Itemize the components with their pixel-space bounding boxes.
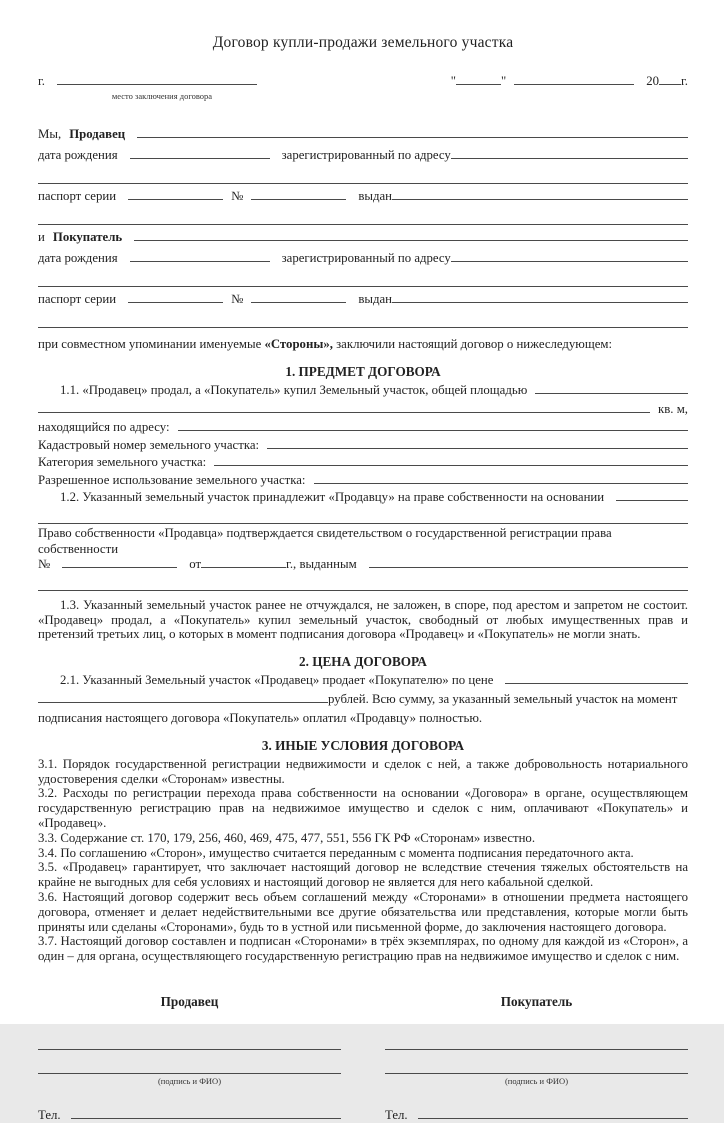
registered-label: зарегистрированный по адресу bbox=[281, 148, 451, 162]
section2-heading: 2. ЦЕНА ДОГОВОРА bbox=[299, 653, 427, 669]
certificate-cont-line bbox=[38, 576, 688, 591]
passport-no-label: № bbox=[231, 189, 244, 203]
price-blank-line bbox=[505, 680, 688, 684]
buyer-passport-row bbox=[38, 292, 688, 313]
day-quote-close: " bbox=[500, 74, 507, 88]
area-blank-line bbox=[535, 390, 688, 394]
seller-signature-caption: (подпись и ФИО) bbox=[157, 1075, 222, 1086]
buyer-dob-line bbox=[130, 258, 270, 262]
dob-label: дата рождения bbox=[38, 251, 118, 265]
clause-2-1-row bbox=[38, 673, 688, 692]
clause-3-5-text: 3.5. «Продавец» гарантирует, что заключает настоящий договор не вследствие стечения тяжелых обстоятельств на крайне не выгодных для себя условиях и настоящий договор не является для него кабальной сделкой. bbox=[38, 860, 688, 890]
cadastral-label: Кадастровый номер земельного участка: bbox=[38, 437, 260, 452]
area-unit-row bbox=[38, 402, 688, 420]
seller-signature-line-1 bbox=[38, 1010, 341, 1050]
registered-label: зарегистрированный по адресу bbox=[281, 251, 451, 265]
permitted-use-row bbox=[38, 473, 688, 491]
buyer-passport-no-line bbox=[251, 299, 346, 303]
seller-address-cont-line bbox=[38, 169, 688, 184]
seller-passport-row bbox=[38, 189, 688, 210]
joint-clause bbox=[38, 337, 688, 352]
seller-tel-row bbox=[38, 1108, 341, 1123]
price-words-row bbox=[38, 692, 688, 711]
buyer-name-row bbox=[38, 230, 688, 251]
buyer-signature-line-2 bbox=[385, 1050, 688, 1074]
section1-heading: 1. ПРЕДМЕТ ДОГОВОРА bbox=[285, 364, 441, 379]
clause-3-2-text: 3.2. Расходы по регистрации перехода права собственности на основании «Договора» в органе, осуществляющем государственную регистрацию прав на недвижимое имущество и сделок с ним, оплачивают «Покупатель» и «Продавец». bbox=[38, 786, 688, 830]
passport-series-label: паспорт серии bbox=[38, 292, 117, 306]
joint-clause-parties: «Стороны», bbox=[264, 337, 333, 351]
seller-intro: Мы, bbox=[38, 127, 62, 141]
tel-label: Тел. bbox=[38, 1107, 61, 1122]
year-blank-line bbox=[659, 81, 681, 85]
issued-label: выдан bbox=[358, 189, 392, 203]
certificate-no-line bbox=[62, 564, 177, 568]
seller-passport-series-line bbox=[128, 196, 223, 200]
seller-issued-line bbox=[392, 196, 688, 200]
seller-dob-row bbox=[38, 148, 688, 169]
joint-clause-post: заключили настоящий договор о нижеследующем: bbox=[332, 337, 613, 351]
buyer-label: Покупатель bbox=[52, 230, 123, 244]
clause-1-3-text: 1.3. Указанный земельный участок ранее не отчуждался, не заложен, в споре, под арестом и запретом не состоит. «Продавец» продал, а «Покупатель» купил земельный участок, свободный от любых имущественных прав и претензий третьих лиц, о которых в момент подписания договора «Продавец» и «Покупатель» не могли знать. bbox=[38, 598, 688, 642]
place-blank-line bbox=[57, 81, 257, 85]
certificate-from-label: от bbox=[189, 557, 202, 571]
ownership-text: Право собственности «Продавца» подтверждается свидетельством о государственной регистрации права собственности bbox=[38, 526, 612, 556]
clause-3-4-text: 3.4. По соглашению «Сторон», имущество считается переданным с момента подписания передаточного акта. bbox=[38, 845, 634, 860]
day-quote-open: " bbox=[450, 74, 456, 88]
permitted-use-blank-line bbox=[314, 480, 689, 484]
clause-1-2-row bbox=[38, 490, 688, 509]
clause-1-1-text: 1.1. «Продавец» продал, а «Покупатель» купил Земельный участок, общей площадью bbox=[60, 383, 528, 397]
seller-signature-column bbox=[38, 994, 341, 1123]
category-row bbox=[38, 455, 688, 473]
document-title: Договор купли-продажи земельного участка bbox=[212, 34, 514, 51]
basis-blank-line bbox=[616, 497, 688, 501]
section2 bbox=[38, 673, 688, 726]
clause-2-1-text: 2.1. Указанный Земельный участок «Продавец» продает «Покупателю» по цене bbox=[60, 672, 494, 687]
buyer-dob-row bbox=[38, 251, 688, 272]
city-label: г. bbox=[38, 74, 46, 88]
dateline bbox=[38, 74, 688, 89]
cadastral-blank-line bbox=[267, 445, 688, 449]
clause-3-3-text: 3.3. Содержание ст. 170, 179, 256, 460, 469, 475, 477, 551, 556 ГК РФ «Сторонам» известно. bbox=[38, 830, 536, 845]
seller-tel-line bbox=[71, 1115, 341, 1119]
address-label: находящийся по адресу: bbox=[38, 420, 170, 434]
section3-heading: 3. ИНЫЕ УСЛОВИЯ ДОГОВОРА bbox=[261, 737, 465, 753]
buyer-signature-line-1 bbox=[385, 1010, 688, 1050]
certificate-issuer-line bbox=[369, 564, 688, 568]
area-unit-label: кв. м, bbox=[658, 402, 688, 416]
category-label: Категория земельного участка: bbox=[38, 455, 207, 469]
buyer-signature-caption: (подпись и ФИО) bbox=[504, 1075, 569, 1086]
buyer-address-line bbox=[451, 258, 688, 262]
day-blank-line bbox=[456, 81, 501, 85]
section3 bbox=[38, 757, 688, 964]
basis-cont-line bbox=[38, 509, 688, 524]
seller-block bbox=[38, 127, 688, 225]
buyer-signature-column bbox=[385, 994, 688, 1123]
buyer-tel-line bbox=[418, 1115, 688, 1119]
buyer-address-cont-line bbox=[38, 272, 688, 287]
clause-3-1-text: 3.1. Порядок государственной регистрации недвижимости и сделок с ней, а также добровольность нотариального удостоверения сделки «Сторонам» известны. bbox=[38, 756, 688, 786]
seller-signature-title: Продавец bbox=[160, 993, 219, 1009]
certificate-no-label: № bbox=[38, 557, 51, 571]
clause-2-1-cont-text: рублей. Всю сумму, за указанный земельный участок на момент bbox=[328, 691, 678, 706]
place-of-signing bbox=[38, 74, 257, 89]
year-suffix: г. bbox=[680, 74, 688, 88]
permitted-use-label: Разрешенное использование земельного участка: bbox=[38, 472, 306, 487]
issued-label: выдан bbox=[358, 292, 392, 306]
buyer-name-line bbox=[134, 237, 688, 241]
seller-issued-cont-line bbox=[38, 210, 688, 225]
seller-name-line bbox=[137, 134, 688, 138]
seller-name-row bbox=[38, 127, 688, 148]
certificate-issued-by-label: г., выданным bbox=[286, 557, 357, 571]
seller-signature-line-2 bbox=[38, 1050, 341, 1074]
buyer-issued-line bbox=[392, 299, 688, 303]
joint-clause-pre: при совместном упоминании именуемые bbox=[38, 337, 265, 351]
clause-3-7-text: 3.7. Настоящий договор составлен и подписан «Сторонами» в трёх экземплярах, по одному для каждой из «Сторон», а один – для органа, осуществляющего государственную регистрацию прав на недвижимое имущество и сделок с ним. bbox=[38, 934, 688, 964]
area-cont-line bbox=[38, 409, 650, 413]
category-blank-line bbox=[214, 462, 688, 466]
certificate-date-line bbox=[201, 564, 286, 568]
buyer-tel-row bbox=[385, 1108, 688, 1123]
seller-passport-no-line bbox=[251, 196, 346, 200]
passport-no-label: № bbox=[231, 292, 244, 306]
clause-3-6-text: 3.6. Настоящий договор содержит весь объем соглашений между «Сторонами» в отношении предмета настоящего договора, отменяет и делает недействительными все другие обязательства или представления, которые могли быть приняты или сделаны «Сторонами», будь то в устной или письменной форме, до заключения настоящего договора. bbox=[38, 889, 688, 934]
buyer-passport-series-line bbox=[128, 299, 223, 303]
passport-series-label: паспорт серии bbox=[38, 189, 117, 203]
clause-1-2-text: 1.2. Указанный земельный участок принадлежит «Продавцу» на праве собственности на основании bbox=[60, 490, 605, 504]
tel-label: Тел. bbox=[385, 1107, 408, 1122]
cadastral-row bbox=[38, 438, 688, 456]
buyer-signature-title: Покупатель bbox=[500, 993, 573, 1009]
section1 bbox=[38, 383, 688, 642]
clause-2-1-end-text: подписания настоящего договора «Покупатель» оплатил «Продавцу» полностью. bbox=[38, 710, 483, 725]
date-of-signing bbox=[451, 74, 688, 89]
buyer-block bbox=[38, 230, 688, 328]
seller-dob-line bbox=[130, 155, 270, 159]
address-blank-line bbox=[178, 427, 688, 431]
clause-1-1-row bbox=[38, 383, 688, 402]
seller-label: Продавец bbox=[69, 127, 126, 141]
address-row bbox=[38, 420, 688, 438]
certificate-row bbox=[38, 557, 688, 576]
place-caption: место заключения договора bbox=[111, 91, 213, 101]
signatures-block bbox=[38, 994, 688, 1123]
year-prefix: 20 bbox=[646, 74, 659, 88]
buyer-issued-cont-line bbox=[38, 313, 688, 328]
seller-address-line bbox=[451, 155, 688, 159]
price-words-line bbox=[38, 699, 328, 703]
buyer-intro: и bbox=[38, 230, 45, 244]
month-blank-line bbox=[514, 81, 634, 85]
dob-label: дата рождения bbox=[38, 148, 118, 162]
